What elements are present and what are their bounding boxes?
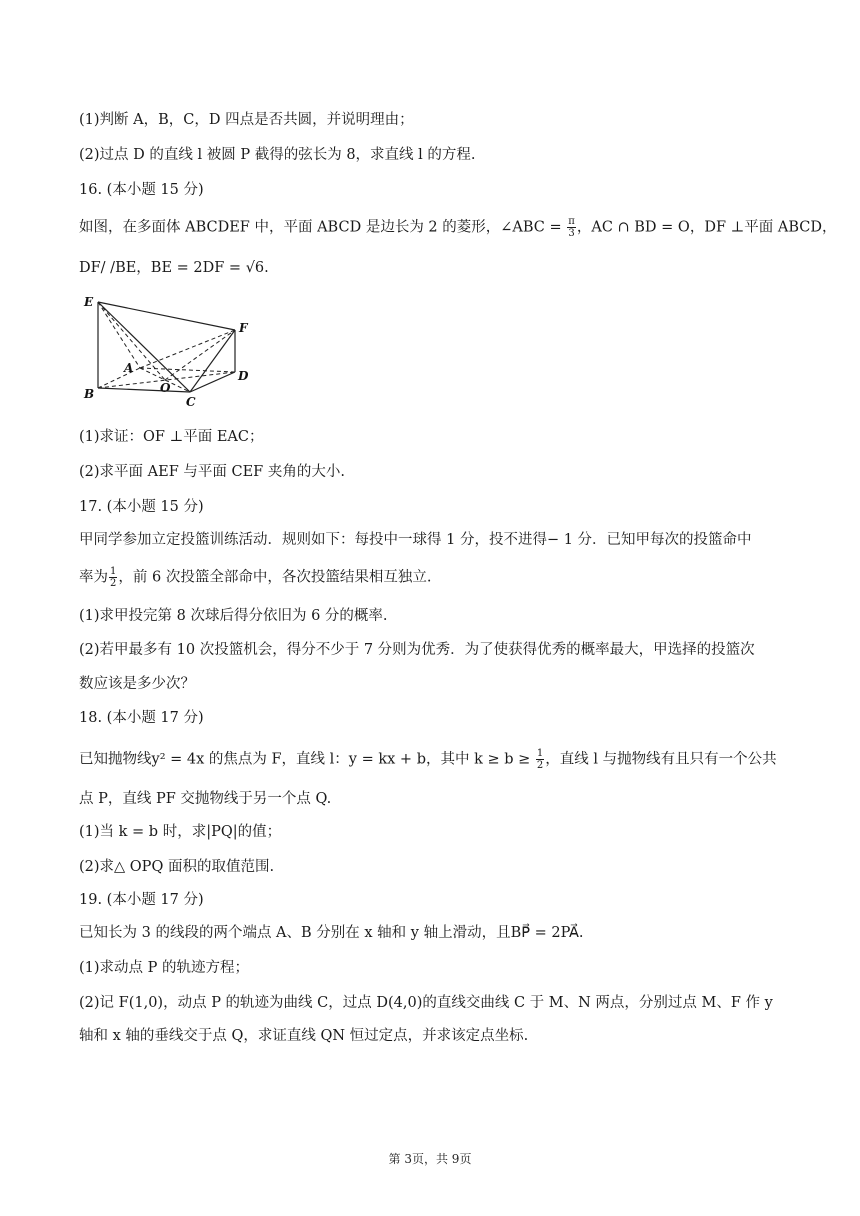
fraction-denominator: 2	[110, 578, 117, 589]
probability-fraction	[109, 566, 117, 589]
p18-stem-text-b: ，直线 l 与抛物线有且只有一个公共	[545, 751, 777, 768]
p16-stem-text-b: ，AC ∩ BD = O，DF ⊥平面 ABCD，	[576, 219, 837, 236]
p16-stem-line-2: DF/ /BE，BE = 2DF = √6.	[79, 260, 269, 276]
page-footer: 第 3页，共 9页	[388, 1152, 472, 1166]
p15-question-2: (2)过点 D 的直线 l 被圆 P 截得的弦长为 8，求直线 l 的方程.	[79, 147, 476, 163]
fraction-numerator: π	[568, 216, 575, 227]
edge-AD	[140, 368, 235, 372]
p16-question-2: (2)求平面 AEF 与平面 CEF 夹角的大小.	[79, 464, 345, 480]
bound-fraction	[536, 748, 544, 771]
p19-stem: 已知长为 3 的线段的两个端点 A、B 分别在 x 轴和 y 轴上滑动，且BP⃗ = 2PA⃗.	[79, 925, 584, 941]
p17-header: 17. (本小题 15 分)	[79, 499, 204, 515]
edge-OF	[165, 330, 235, 380]
fraction-numerator: 1	[110, 566, 117, 577]
p18-header: 18. (本小题 17 分)	[79, 710, 204, 726]
p17-question-2a: (2)若甲最多有 10 次投篮机会，得分不少于 7 分则为优秀．为了使获得优秀的概率最大，甲选择的投篮次	[79, 642, 755, 658]
fraction-denominator: 2	[536, 760, 544, 771]
p18-stem-line-1	[79, 748, 794, 771]
p17-stem-text-a: 率为	[79, 569, 108, 586]
p16-stem-text-a: 如图，在多面体 ABCDEF 中，平面 ABCD 是边长为 2 的菱形，∠ABC =	[79, 219, 567, 236]
edge-EA	[98, 302, 140, 368]
label-E: E	[84, 295, 94, 309]
p18-stem-text-a: 已知抛物线y² = 4x 的焦点为 F，直线 l：y = kx + b，其中 k ≥ b ≥	[79, 751, 535, 768]
p18-question-2: (2)求△ OPQ 面积的取值范围.	[79, 859, 275, 875]
p17-stem-line-1: 甲同学参加立定投篮训练活动．规则如下：每投中一球得 1 分，投不进得− 1 分．已知甲每次的投篮命中	[79, 532, 752, 548]
p17-question-1: (1)求甲投完第 8 次球后得分依旧为 6 分的概率.	[79, 608, 388, 624]
p16-stem-line-1	[79, 216, 837, 239]
p16-header: 16. (本小题 15 分)	[79, 182, 204, 198]
label-A: A	[124, 361, 134, 375]
label-D: D	[238, 369, 249, 383]
p15-question-1: (1)判断 A，B，C，D 四点是否共圆，并说明理由；	[79, 112, 414, 128]
p19-header: 19. (本小题 17 分)	[79, 892, 204, 908]
p18-question-1: (1)当 k = b 时，求|PQ|的值；	[79, 824, 282, 840]
label-F: F	[239, 321, 248, 335]
label-O: O	[160, 381, 171, 395]
p18-stem-line-2: 点 P，直线 PF 交抛物线于另一个点 Q.	[79, 791, 332, 807]
p19-question-1: (1)求动点 P 的轨迹方程；	[79, 960, 250, 976]
edge-BA	[98, 368, 140, 388]
fraction-denominator: 3	[568, 228, 575, 239]
polyhedron-figure	[80, 292, 260, 410]
p19-question-2b: 轴和 x 轴的垂线交于点 Q，求证直线 QN 恒过定点，并求该定点坐标.	[79, 1028, 529, 1044]
fraction-numerator: 1	[536, 748, 544, 759]
polyhedron-diagram	[80, 292, 260, 410]
label-B: B	[84, 387, 95, 401]
p16-question-1: (1)求证：OF ⊥平面 EAC；	[79, 429, 264, 445]
p17-stem-text-b: ，前 6 次投篮全部命中，各次投篮结果相互独立.	[118, 569, 432, 586]
p17-stem-line-2	[79, 566, 794, 589]
p19-question-2a: (2)记 F(1,0)，动点 P 的轨迹为曲线 C，过点 D(4,0)的直线交曲线 C 于 M、N 两点，分别过点 M、F 作 y	[79, 995, 773, 1011]
edge-BC	[98, 388, 190, 392]
p17-question-2b: 数应该是多少次？	[79, 676, 195, 692]
label-C: C	[186, 395, 196, 409]
angle-fraction	[567, 216, 576, 239]
